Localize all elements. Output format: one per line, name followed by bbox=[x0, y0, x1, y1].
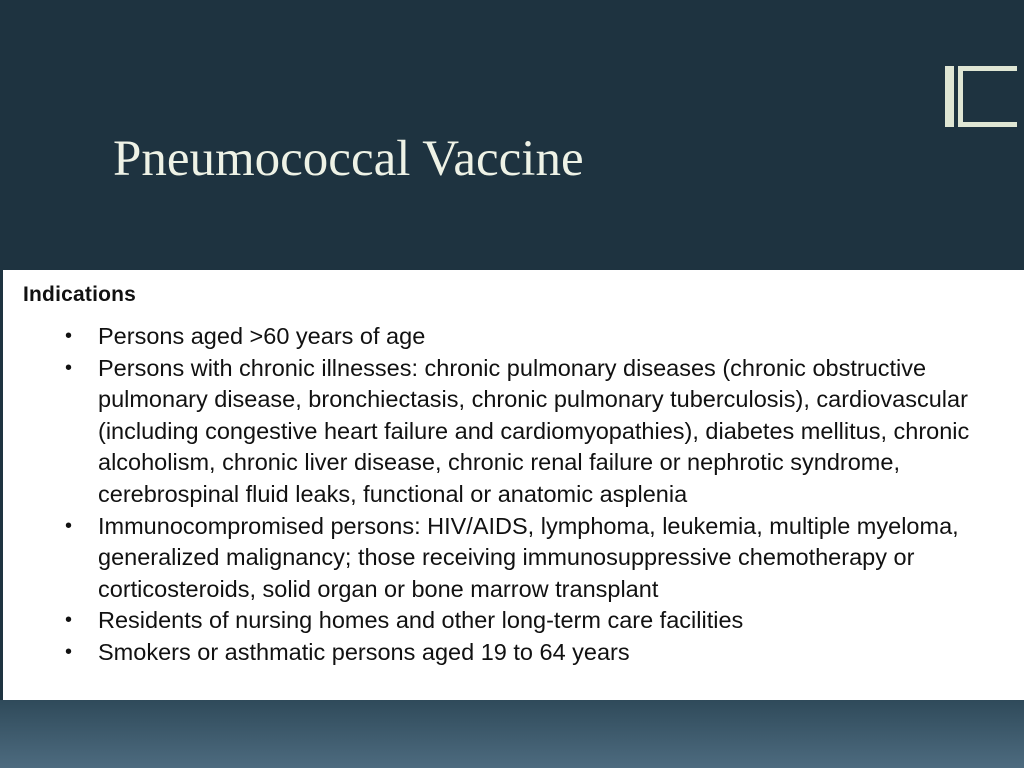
list-item-text: Residents of nursing homes and other long-term care facilities bbox=[98, 607, 744, 634]
list-item bbox=[65, 321, 1010, 353]
list-item-text: Persons with chronic illnesses: chronic pulmonary diseases (chronic obstructive pulmonary disease, bronchiectasis, chronic pulmonary tuberculosis), cardiovascular (including congestive heart failure and cardiomyopathies), diabetes mellitus, chronic alcoholism, chronic liver disease, chronic renal failure or nephrotic syndrome, cerebrospinal fluid leaks, functional or anatomic asplenia bbox=[98, 354, 970, 507]
indications-list bbox=[65, 321, 1010, 669]
list-item-text: Smokers or asthmatic persons aged 19 to 64 years bbox=[98, 638, 630, 665]
bullet-icon: • bbox=[65, 325, 73, 347]
bullet-icon: • bbox=[65, 514, 73, 537]
bullet-icon: • bbox=[65, 640, 73, 663]
deco-square-outline bbox=[958, 66, 1017, 127]
slide-title: Pneumococcal Vaccine bbox=[113, 131, 584, 187]
list-item bbox=[65, 637, 1010, 669]
deco-bar bbox=[945, 66, 954, 127]
bullet-icon: • bbox=[65, 356, 73, 379]
indications-heading: Indications bbox=[23, 283, 137, 306]
list-item bbox=[65, 605, 1010, 637]
list-item-text: Persons aged >60 years of age bbox=[98, 323, 426, 349]
list-item bbox=[65, 511, 1010, 606]
list-item bbox=[65, 353, 1010, 511]
list-item-text: Immunocompromised persons: HIV/AIDS, lymphoma, leukemia, multiple myeloma, generalized malignancy; those receiving immunosuppressive chemotherapy or corticosteroids, solid organ or bone marrow transplant bbox=[98, 512, 959, 602]
bullet-icon: • bbox=[65, 609, 73, 632]
content-panel bbox=[0, 270, 1024, 700]
bracket-square-icon bbox=[945, 66, 1017, 127]
